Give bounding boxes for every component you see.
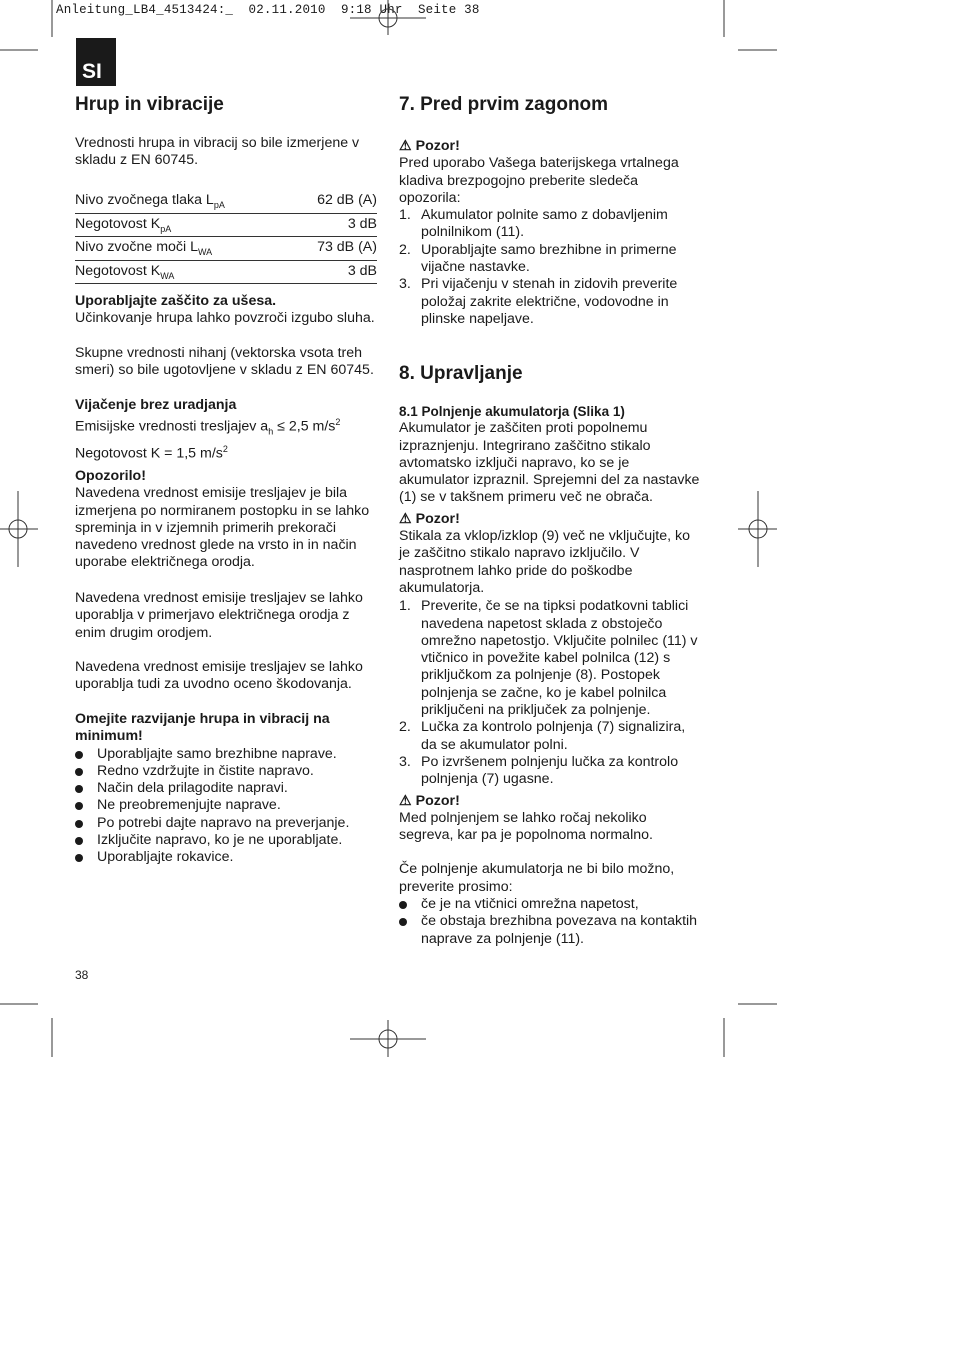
screwing-section: Vijačenje brez uradjanja Emisijske vrednosti tresljajev $a_h \le 2,5$ $m/s^2$ Negotovost K = 1,5 $m/s^2$: [75, 397, 341, 462]
noise-intro: Vrednosti hrupa in vibracij so bile izmerjene v skladu z EN 60745.: [75, 135, 360, 169]
section-7-title: 7. Pred prvim zagonom: [399, 94, 609, 115]
list-item: 1. Preverite, če se na tipksi podatkovni tablici navedena napetost sklada z obstoječo omrežno napetostjo. Vključite polnilec (11) v vtičnico in povežite kabel polnilca (12) s priključkom za polnjenje (8). Postopek polnjenja se začne, ko je kabel polnilca priključeni na priključek za polnjenje.: [399, 598, 698, 719]
section-8-1-title: 8.1 Polnjenje akumulatorja (Slika 1): [399, 404, 625, 419]
warning-paragraph: Navedena vrednost emisije tresljajev se lahko uporablja tudi za uvodno oceno škodovanja.: [75, 659, 363, 693]
noise-title: Hrup in vibracije: [75, 94, 224, 115]
list-item: Redno vzdržujte in čistite napravo.: [75, 763, 377, 780]
language-badge: SI: [76, 38, 116, 86]
table-row: Nivo zvočnega tlaka $L_{pA}$ 62 dB (A): [75, 190, 377, 214]
warning-label: ⚠ Pozor!: [399, 138, 460, 154]
warning-label: ⚠ Pozor!: [399, 510, 460, 527]
vibration-total: Skupne vrednosti nihanj (vektorska vsota treh smeri) so bile ugotovljene v skladu z EN 60745.: [75, 345, 374, 379]
check-list: [399, 896, 703, 948]
ear-protection: Uporabljajte zaščito za ušesa. Učinkovanje hrupa lahko povzroči izgubo sluha.: [75, 293, 375, 327]
warning-paragraph: Navedena vrednost emisije tresljajev se lahko uporablja v primerjavo električnega orodja z enim drugim orodjem.: [75, 590, 363, 641]
list-item: 2. Uporabljajte samo brezhibne in primerne vijačne nastavke.: [399, 241, 677, 276]
section-7-body: ⚠ Pozor! Pred uporabo Vašega baterijskega vrtalnega kladiva brezpogojno preberite sledeča opozorila: 1. Akumulator polnite samo z dobavljenim polnilnikom (11). 2. Uporabljajte samo brezhibne in primerne vijačne nastavke. 3. Pri vijačenju v stenah in zidovih preverite položaj zakrite električne, vodovodne in plinske napeljave.: [399, 138, 703, 328]
list-item: Izključite napravo, ko je ne uporabljate.: [75, 832, 377, 849]
noise-table: [75, 190, 377, 284]
page-number: 38: [75, 968, 89, 982]
charging-steps: [399, 598, 703, 788]
limit-list: [75, 746, 377, 867]
list-item: Po potrebi dajte napravo na preverjanje.: [75, 815, 377, 832]
list-item: 2. Lučka za kontrolo polnjenja (7) signalizira, da se akumulator polni.: [399, 719, 686, 753]
section-8-1-body: 8.1 Polnjenje akumulatorja (Slika 1) Akumulator je zaščiten proti popolnemu izpraznjenju. Integrirano zaščitno stikalo avtomatsko izključi napravo, ko se je akumulator izpraznil. Sprejemni del za nastavke (1) se v takšnem primeru več ne obrača. ⚠ Pozor! Stikala za vklop/izklop (9) več ne vključujte, ko je zaščitno stikalo napravo izključilo. V nasprotnem lahko pride do poškodbe akumulatorja. 1. Preverite, če se na tipksi podatkovni tablici navedena napetost sklada z obstoječo omrežno napetostjo. Vključite polnilec (11) v vtičnico in povežite kabel polnilca (12) s priključkom za polnjenje (8). Postopek polnjenja se začne, ko je kabel polnilca priključeni na priključek za polnjenje. 2. Lučka za kontrolo polnjenja (7) signalizira, da se akumulator polni. 3. Po izvršenem polnjenju lučka za kontrolo polnjenja (7) ugasne. ⚠ Pozor! Med polnjenjem se lahko ročaj nekoliko segreva, kar pa je popolnoma normalno. Če polnjenje akumulatorja ne bi bilo možno, preverite prosimo: če je na vtičnici omrežna napetost, če obstaja brezhibna povezava na kontaktih naprave za polnjenje (11).: [399, 403, 703, 948]
warning-section: Opozorilo! Navedena vrednost emisije tresljajev je bila izmerjena po normiranem postopku in se lahko spreminja in v izjemnih primerih prekorači navedeno vrednost glede na vrsto in in način uporabe električnega orodja.: [75, 468, 370, 571]
limit-section: Omejite razvijanje hrupa in vibracij na minimum! Uporabljajte samo brezhibne naprave. Redno vzdržujte in čistite napravo. Način dela prilagodite napravi. Ne preobremenjujte naprave. Po potrebi dajte napravo na preverjanje. Izključite napravo, ko je ne uporabljate. Uporabljajte rokavice.: [75, 711, 377, 867]
list-item: Ne preobremenjujte naprave.: [75, 797, 377, 814]
print-header: Anleitung_LB4_4513424:_ 02.11.2010 9:18 Uhr Seite 38: [56, 3, 480, 17]
table-row: Nivo zvočne moči $L_{WA}$ 73 dB (A): [75, 237, 377, 261]
list-item: če obstaja brezhibna povezava na kontaktih naprave za polnjenje (11).: [399, 913, 703, 948]
list-item: 3. Po izvršenem polnjenju lučka za kontrolo polnjenja (7) ugasne.: [399, 753, 679, 788]
list-item: Uporabljajte rokavice.: [75, 849, 377, 866]
list-item: 1. Akumulator polnite samo z dobavljenim polnilnikom (11).: [399, 207, 668, 241]
section-7-list: [399, 207, 703, 328]
list-item: 3. Pri vijačenju v stenah in zidovih preverite položaj zakrite električne, vodovodne in plinske napeljave.: [399, 276, 678, 327]
list-item: če je na vtičnici omrežna napetost,: [399, 896, 703, 913]
list-item: Uporabljajte samo brezhibne naprave.: [75, 746, 377, 763]
table-row: Negotovost $K_{WA}$ 3 dB: [75, 261, 377, 285]
section-8-title: 8. Upravljanje: [399, 363, 523, 384]
list-item: Način dela prilagodite napravi.: [75, 780, 377, 797]
warning-label: ⚠ Pozor!: [399, 792, 460, 809]
table-row: Negotovost $K_{pA}$ 3 dB: [75, 214, 377, 238]
